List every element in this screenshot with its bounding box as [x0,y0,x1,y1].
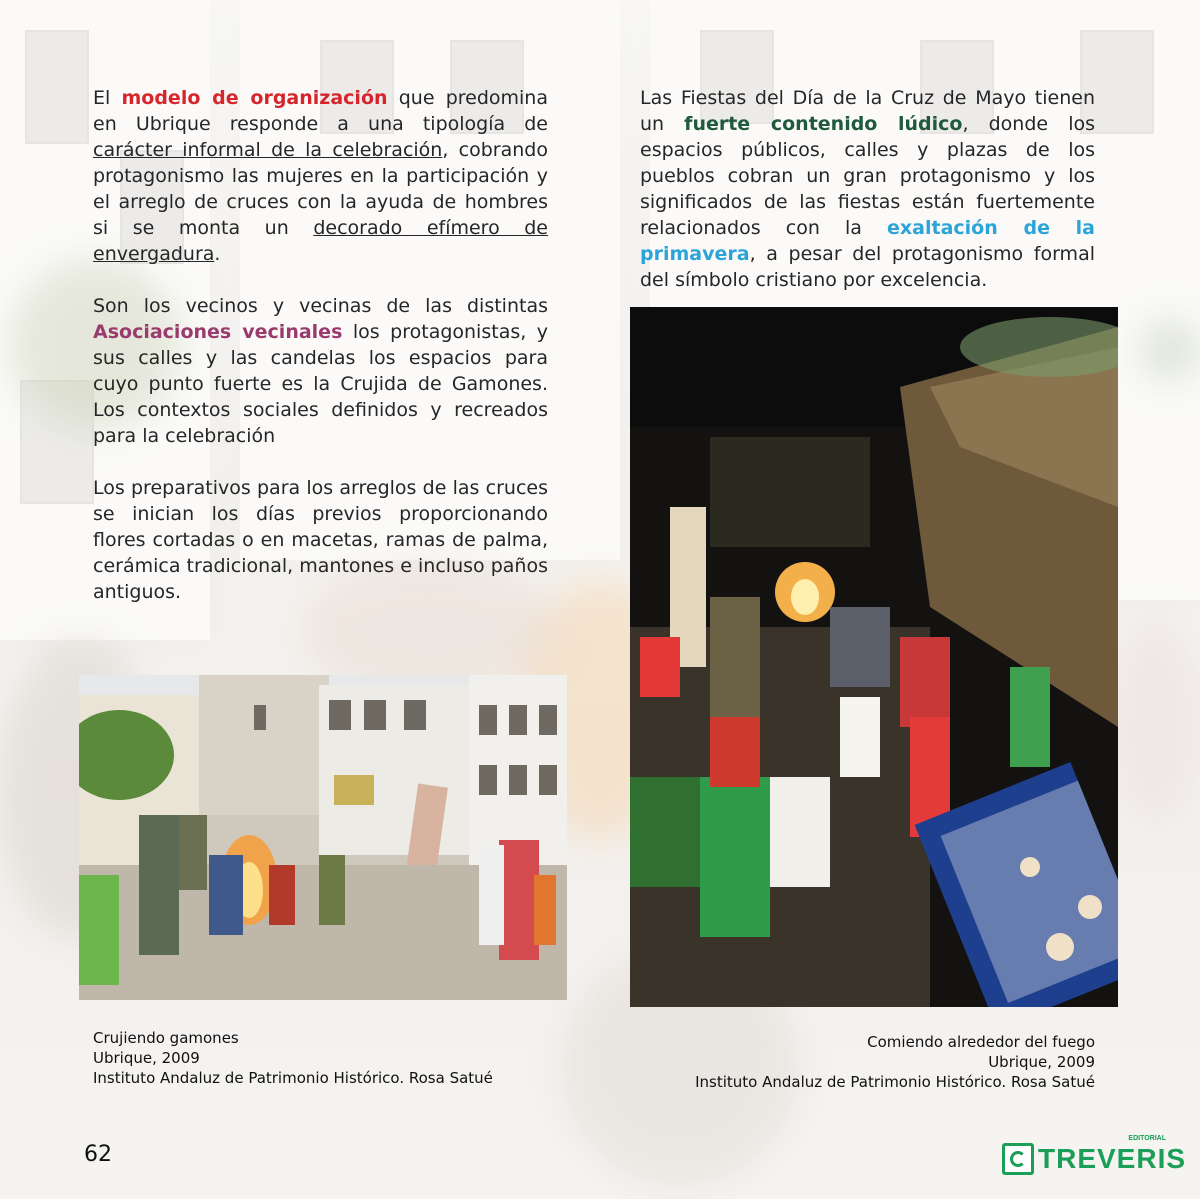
paragraph-preparativos: Los preparativos para los arreglos de las cruces se inician los días previos proporcionando flores cortadas o en macetas, ramas de palma, cerámica tradicional, mantones e incluso paños antiguos. [93,477,548,603]
highlight-asociaciones-vecinales: Asociaciones vecinales [93,321,343,343]
text-run: , donde los espacios públicos, calles y plazas de los pueblos cobran un gran protagonismo y los significados de las fiestas están fuertemente relacionados con la [640,113,1095,239]
right-text-column [640,85,1095,319]
underline-decorado-efimero: decorado efímero de envergadura [93,217,548,265]
text-run: Las Fiestas del Día de la Cruz de Mayo tienen un [640,87,1095,135]
caption-place-year: Ubrique, 2009 [93,1049,200,1067]
caption-comiendo-fuego [640,1032,1095,1092]
page-number: 62 [84,1142,112,1167]
text-run: El [93,87,122,109]
highlight-exaltacion-primavera: exaltación de la primavera [640,217,1095,265]
photo-comiendo-fuego-illustration [630,307,1118,1007]
caption-crujiendo-gamones [93,1028,563,1088]
paragraph-asociaciones [93,293,548,449]
photo-comiendo-alrededor-del-fuego [630,307,1118,1007]
caption-credit: Instituto Andaluz de Patrimonio Histórico. Rosa Satué [93,1069,493,1087]
left-text-column [93,85,548,631]
text-run: los protagonistas, y sus calles y las candelas los espacios para cuyo punto fuerte es la Crujida de Gamones. Los contextos sociales definidos y recreados para la celebración [93,321,548,447]
photo-crujiendo-gamones [79,675,567,1000]
text-run: , cobrando protagonismo las mujeres en la participación y el arreglo de cruces con la ayuda de hombres si se monta un [93,139,548,239]
photo-crujiendo-gamones-illustration [79,675,567,1000]
logo-subtitle: EDITORIAL [1128,1135,1167,1142]
text-run: Son los vecinos y vecinas de las distintas [93,295,548,317]
caption-credit: Instituto Andaluz de Patrimonio Histórico. Rosa Satué [695,1073,1095,1091]
text-run: que predomina en Ubrique responde a una tipología de [93,87,548,135]
logo-icon [1002,1143,1034,1175]
highlight-modelo-organizacion: modelo de organización [121,87,388,109]
logo-name: TREVERIS [1038,1143,1187,1174]
text-run: . [214,243,221,265]
paragraph-organization-model [93,85,548,267]
text-run: , a pesar del protagonismo formal del símbolo cristiano por excelencia. [640,243,1095,291]
caption-place-year: Ubrique, 2009 [988,1053,1095,1071]
underline-caracter-informal: carácter informal de la celebración [93,139,443,161]
highlight-contenido-ludico: fuerte contenido lúdico [684,113,963,135]
caption-title: Comiendo alrededor del fuego [867,1033,1095,1051]
publisher-logo [1002,1135,1187,1175]
paragraph-fiestas-cruz-mayo [640,85,1095,293]
caption-title: Crujiendo gamones [93,1029,239,1047]
